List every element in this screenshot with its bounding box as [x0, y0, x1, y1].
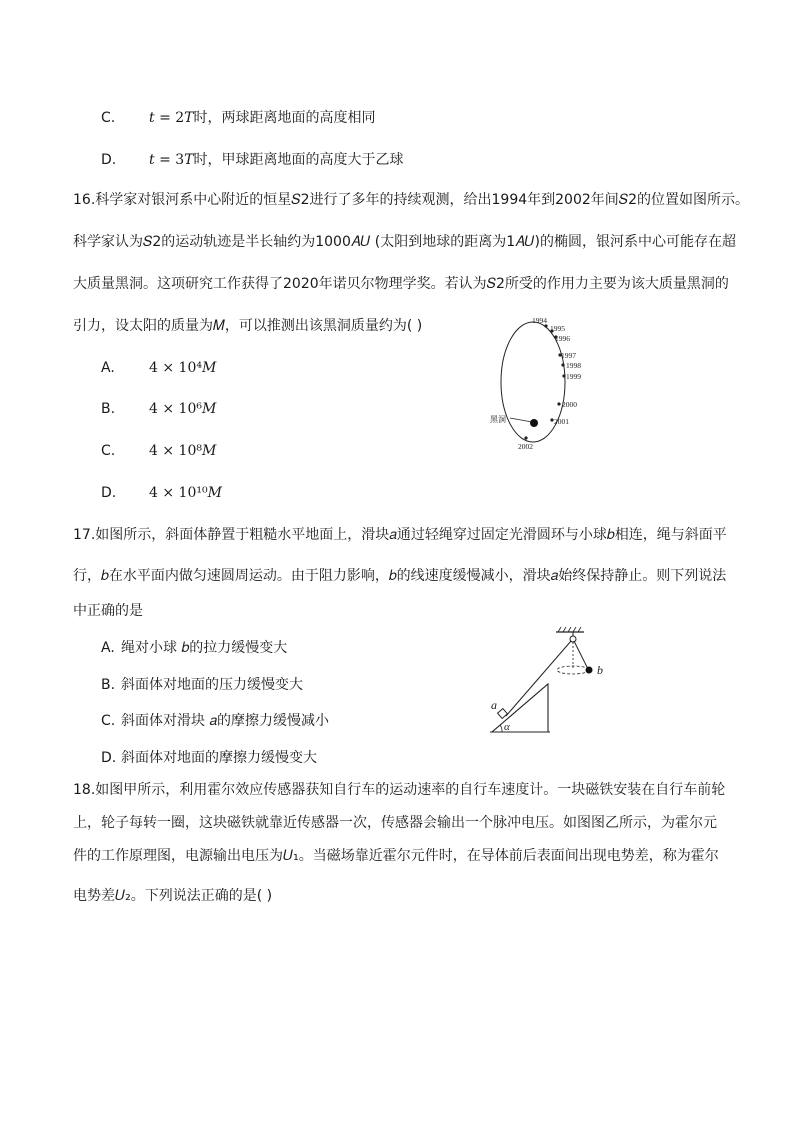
- option-text: 𝑡 = 3𝑇时，甲球距离地面的高度大于乙球: [149, 152, 404, 168]
- option-text: 4 × 10⁶𝑀: [149, 401, 217, 417]
- year-label-1999: 1999: [566, 372, 581, 381]
- incline-wedge: [492, 684, 548, 732]
- ball-b: [586, 667, 593, 674]
- year-label-1994: 1994: [532, 316, 547, 325]
- option-letter: A.: [101, 640, 115, 656]
- option-text: 斜面体对地面的压力缓慢变大: [121, 677, 303, 693]
- year-label-2001: 2001: [554, 417, 569, 426]
- year-label-1996: 1996: [555, 334, 570, 343]
- black-hole-dot: [530, 419, 538, 427]
- year-label-1995: 1995: [550, 324, 565, 333]
- orbit-point-2002: [524, 436, 527, 439]
- question-text-line: 件的工作原理图，电源输出电压为𝑈₁。当磁场靠近霍尔元件时，在导体前后表面间出现电势差，称为霍尔: [73, 848, 719, 864]
- option-text: 斜面体对滑块 𝑎的摩擦力缓慢减小: [121, 713, 330, 729]
- year-label-2002: 2002: [518, 442, 533, 451]
- orbit-figure: [480, 314, 590, 456]
- option-letter: A.: [101, 360, 115, 376]
- question-text-line: 17.如图所示，斜面体静置于粗糙水平地面上，滑块𝑎通过轻绳穿过固定光滑圆环与小球𝑏相连，绳与斜面平: [73, 527, 727, 543]
- option-letter: D.: [101, 485, 117, 501]
- question-text-line: 大质量黑洞。这项研究工作获得了2020年诺贝尔物理学奖。若认为𝑆2所受的作用力主要为该大质量黑洞的: [73, 276, 729, 292]
- question-text-line: 引力，设太阳的质量为𝑀，可以推测出该黑洞质量约为( ): [73, 318, 423, 334]
- option-letter: D.: [101, 152, 117, 168]
- label-b: b: [597, 663, 603, 677]
- question-text-line: 中正确的是: [73, 603, 143, 619]
- orbit-point-1998: [561, 363, 564, 366]
- option-letter: D.: [101, 750, 117, 766]
- rope-along-incline: [506, 641, 571, 716]
- orbit-point-2000: [557, 402, 560, 405]
- option-letter: B.: [101, 677, 116, 693]
- question-text-line: 18.如图甲所示，利用霍尔效应传感器获知自行车的运动速率的自行车速度计。一块磁铁安装在自行车前轮: [73, 782, 726, 798]
- option-letter: B.: [101, 401, 116, 417]
- question-text-line: 16.科学家对银河系中心附近的恒星𝑆2进行了多年的持续观测，给出1994年到2002年间𝑆2的位置如图所示。: [73, 192, 750, 208]
- year-label-1998: 1998: [566, 361, 581, 370]
- question-text-line: 上，轮子每转一圈，这块磁铁就靠近传感器一次，传感器会输出一个脉冲电压。如图图乙所示，为霍尔元: [73, 815, 717, 831]
- option-letter: C.: [101, 713, 116, 729]
- label-alpha: α: [504, 721, 510, 733]
- black-hole-label: 黑洞: [490, 415, 506, 424]
- ceiling-hatch: [558, 627, 581, 632]
- angle-arc: [500, 725, 502, 732]
- option-text: 绳对小球 𝑏的拉力缓慢变大: [121, 640, 288, 656]
- option-text: 4 × 10⁸𝑀: [149, 443, 217, 459]
- year-label-1997: 1997: [561, 351, 576, 360]
- slider-a: [498, 709, 508, 719]
- black-hole-leader: [510, 418, 532, 422]
- question-text-line: 电势差𝑈₂。下列说法正确的是( ): [73, 888, 273, 904]
- option-text: 斜面体对地面的摩擦力缓慢变大: [121, 750, 317, 766]
- option-text: 4 × 10¹⁰𝑀: [149, 485, 222, 501]
- incline-figure: [486, 624, 610, 736]
- option-letter: C.: [101, 443, 116, 459]
- question-text-line: 科学家认为𝑆2的运动轨迹是半长轴约为1000𝐴𝑈 (太阳到地球的距离为1𝐴𝑈)的椭圆，银河系中心可能存在超: [73, 234, 736, 250]
- label-a: a: [491, 698, 497, 712]
- option-text: 𝑡 = 2𝑇时，两球距离地面的高度相同: [149, 110, 376, 126]
- year-label-2000: 2000: [562, 400, 577, 409]
- question-text-line: 行，𝑏在水平面内做匀速圆周运动。由于阻力影响，𝑏的线速度缓慢减小，滑块𝑎始终保持静止。则下列说法: [73, 568, 727, 584]
- rope-to-ball: [574, 641, 588, 669]
- option-letter: C.: [101, 110, 116, 126]
- option-text: 4 × 10⁴𝑀: [149, 360, 217, 376]
